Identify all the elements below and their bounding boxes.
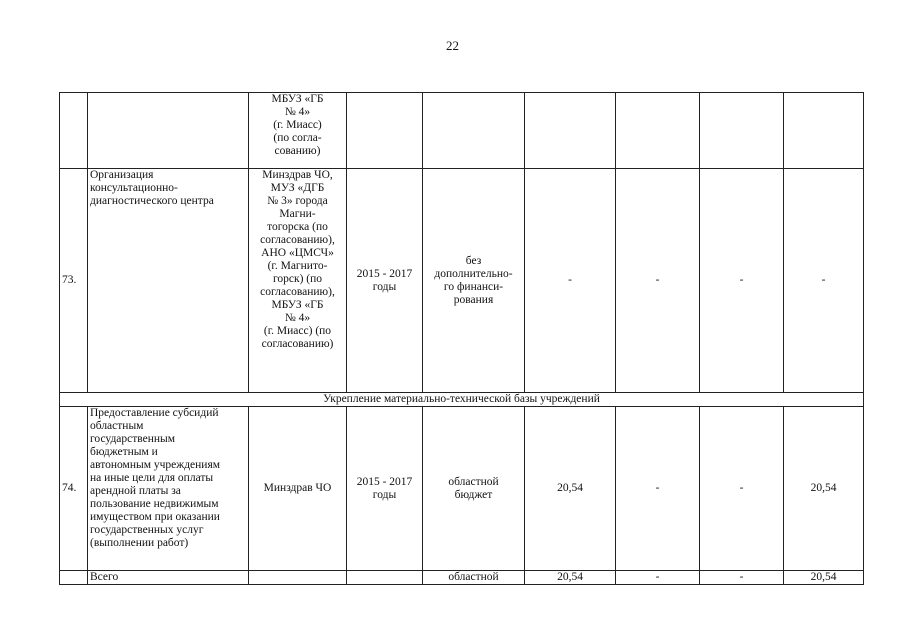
name-line: государственных услуг xyxy=(90,524,204,536)
executor-line: АНО «ЦМСЧ» xyxy=(261,247,334,259)
cell-executor xyxy=(249,93,347,169)
executor-line: № 4» xyxy=(284,106,311,118)
cell-2017: - xyxy=(784,169,864,393)
cell-2015: - xyxy=(616,571,700,585)
cell-period xyxy=(347,571,423,585)
cell-source xyxy=(423,169,525,393)
section-header-row xyxy=(60,393,864,407)
period-line: 2015 - 2017 xyxy=(356,475,413,488)
source-line: дополнительно- xyxy=(434,267,513,280)
cell-2016: - xyxy=(700,407,784,571)
cell-total xyxy=(525,93,616,169)
table-row-73 xyxy=(60,169,864,393)
cell-num xyxy=(60,93,88,169)
source-line: го финанси- xyxy=(443,280,504,293)
cell-name xyxy=(88,169,249,393)
cell-num: 73. xyxy=(60,169,88,393)
cell-2017 xyxy=(784,93,864,169)
cell-period xyxy=(347,169,423,393)
cell-num xyxy=(60,571,88,585)
name-line: бюджетным и xyxy=(90,446,158,458)
executor-line: (г. Магнито- xyxy=(267,260,328,272)
cell-2017: 20,54 xyxy=(784,407,864,571)
executor-line: согласованию), xyxy=(260,286,335,298)
table-row-74 xyxy=(60,407,864,571)
name-line: пользование недвижимым xyxy=(90,498,219,510)
cell-source xyxy=(423,407,525,571)
cell-executor: Минздрав ЧО xyxy=(249,407,347,571)
executor-line: горск) (по xyxy=(272,273,323,285)
executor-line: тогорска (по xyxy=(267,221,328,233)
name-line: государственным xyxy=(90,433,176,445)
name-line: имуществом при оказании xyxy=(90,511,220,523)
cell-2015: - xyxy=(616,169,700,393)
period-line: годы xyxy=(372,280,397,293)
name-line: Предоставление субсидий xyxy=(90,407,219,419)
program-table xyxy=(59,92,864,585)
section-title: Укрепление материально-технической базы учреждений xyxy=(60,393,864,407)
name-line: областным xyxy=(90,420,144,432)
name-line: автономным учреждениям xyxy=(90,459,221,471)
period-line: 2015 - 2017 xyxy=(356,267,413,280)
executor-line: № 4» xyxy=(284,312,311,324)
cell-total-label: Всего xyxy=(88,571,249,585)
cell-2016 xyxy=(700,93,784,169)
source-line: рования xyxy=(453,293,494,306)
cell-name xyxy=(88,93,249,169)
cell-2017: 20,54 xyxy=(784,571,864,585)
executor-line: № 3» города xyxy=(267,195,328,207)
cell-2016: - xyxy=(700,169,784,393)
executor-line: согласованию) xyxy=(261,338,334,350)
cell-period xyxy=(347,407,423,571)
executor-line: Магни- xyxy=(279,208,316,220)
cell-source xyxy=(423,93,525,169)
source-line: бюджет xyxy=(454,488,493,501)
table-row-continuation xyxy=(60,93,864,169)
cell-name xyxy=(88,407,249,571)
cell-total: - xyxy=(525,169,616,393)
name-line: диагностического центра xyxy=(90,195,214,207)
period-line: годы xyxy=(372,488,397,501)
name-line: (выполнении работ) xyxy=(90,537,189,549)
cell-2015: - xyxy=(616,407,700,571)
cell-executor xyxy=(249,571,347,585)
executor-line: сованию) xyxy=(274,145,321,157)
name-line: консультационно- xyxy=(90,182,178,194)
page-number: 22 xyxy=(446,38,459,53)
executor-line: (по согла- xyxy=(273,132,322,144)
name-line: на иные цели для оплаты xyxy=(90,472,214,484)
table-row-total xyxy=(60,571,864,585)
cell-period xyxy=(347,93,423,169)
cell-2016: - xyxy=(700,571,784,585)
cell-source: областной xyxy=(423,571,525,585)
executor-line: МБУЗ «ГБ xyxy=(271,299,324,311)
cell-2015 xyxy=(616,93,700,169)
source-line: областной xyxy=(448,475,499,488)
cell-total: 20,54 xyxy=(525,571,616,585)
source-line: без xyxy=(465,254,482,267)
cell-num: 74. xyxy=(60,407,88,571)
executor-line: МБУЗ «ГБ xyxy=(271,93,324,105)
cell-total: 20,54 xyxy=(525,407,616,571)
name-line: арендной платы за xyxy=(90,485,181,497)
name-line: Организация xyxy=(90,169,154,181)
executor-line: Минздрав ЧО, xyxy=(262,169,333,181)
executor-line: (г. Миасс) (по xyxy=(263,325,332,337)
cell-executor xyxy=(249,169,347,393)
executor-line: МУЗ «ДГБ xyxy=(270,182,325,194)
executor-line: (г. Миасс) xyxy=(273,119,322,131)
executor-line: согласованию), xyxy=(260,234,335,246)
